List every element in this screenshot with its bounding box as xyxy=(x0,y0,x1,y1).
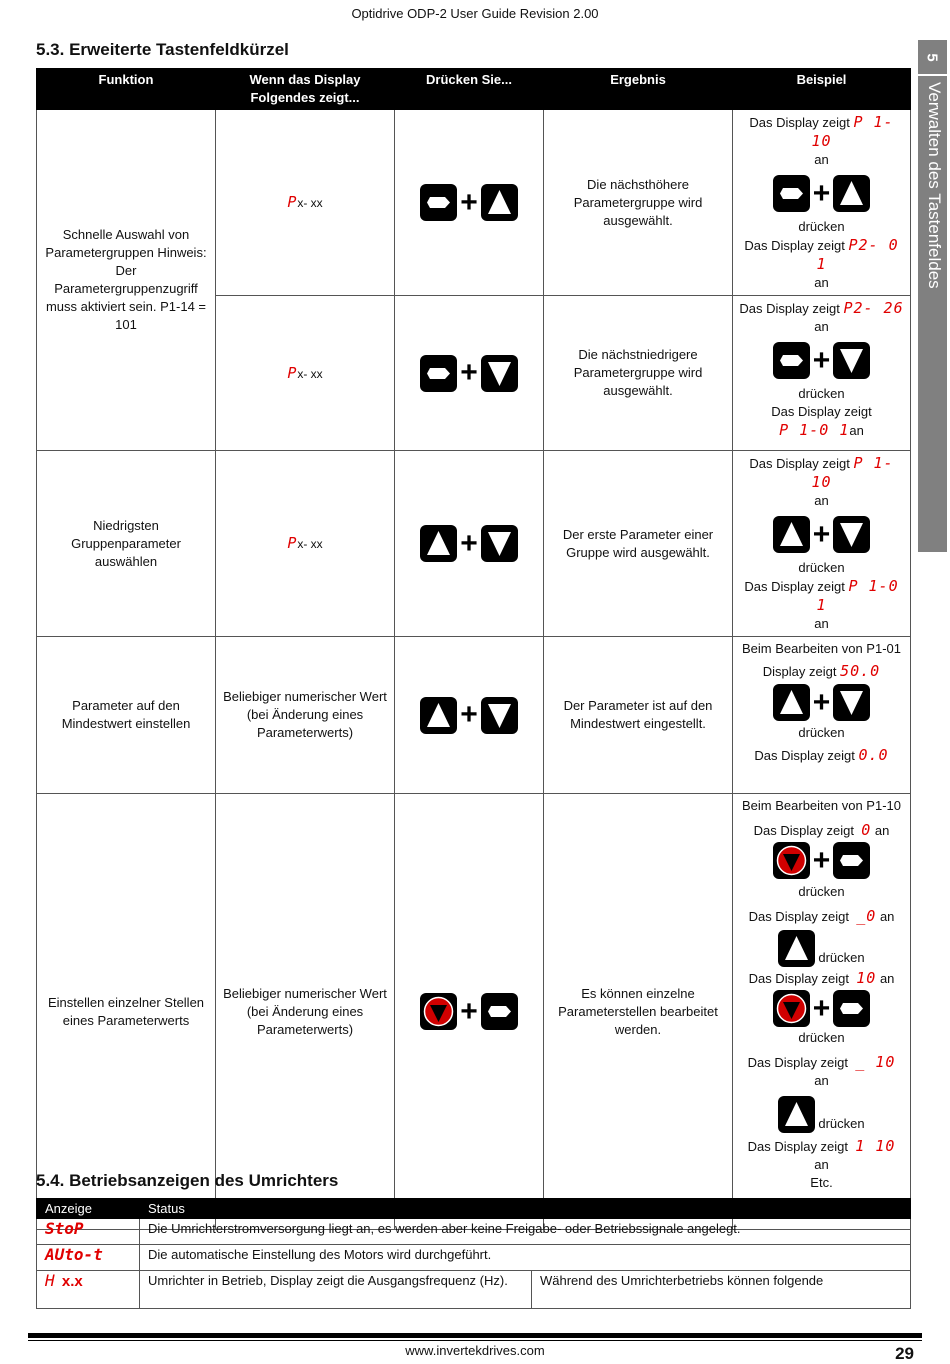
up-arrow-key-icon xyxy=(833,175,870,212)
display-cell: Beliebiger numerischer Wert (bei Änderung eines Parameterwerts) xyxy=(216,637,395,794)
navigate-key-icon xyxy=(481,993,518,1030)
function-cell: Einstellen einzelner Stellen eines Parameterwerts xyxy=(37,794,216,1230)
display-readout: _0 xyxy=(856,907,877,925)
display-readout-value: x.x xyxy=(61,1273,83,1290)
example-cell: Beim Bearbeiten von P1-10 Das Display zeigt 0 an + drücken Das Display zeigt _0 an drücken Das Display zeigt 10 an + drücken Das Display zeigt _ 10 an drücken Das Display zeigt 1 10 an Etc. xyxy=(733,794,911,1230)
press-cell: + xyxy=(395,296,544,451)
down-arrow-key-icon xyxy=(481,355,518,392)
col-header-display: Anzeige xyxy=(37,1199,140,1219)
footer-url: www.invertekdrives.com xyxy=(405,1343,545,1358)
example-cell: Das Display zeigt P 1- 10 an + drücken Das Display zeigt P 1-0 1 an xyxy=(733,451,911,637)
chapter-number: 5 xyxy=(924,52,941,62)
display-readout: P 1-0 1 xyxy=(779,421,850,439)
press-cell: + xyxy=(395,637,544,794)
footer-rule-thin xyxy=(28,1340,922,1341)
display-readout: 50.0 xyxy=(840,662,881,680)
display-readout: P 1-0 1 xyxy=(816,577,899,614)
status-cell: Die Umrichterstromversorgung liegt an, es werden aber keine Freigabe- oder Betriebssignale angelegt. xyxy=(140,1219,911,1245)
chapter-title: Verwalten des Tastenfeldes xyxy=(925,82,944,289)
result-cell: Der Parameter ist auf den Mindestwert eingestellt. xyxy=(544,637,733,794)
navigate-key-icon xyxy=(420,355,457,392)
display-cell: Px- xx xyxy=(216,110,395,296)
down-arrow-key-icon xyxy=(481,525,518,562)
table-row xyxy=(37,1271,911,1309)
up-arrow-key-icon xyxy=(773,684,810,721)
section-title-shortcuts: 5.3. Erweiterte Tastenfeldkürzel xyxy=(36,40,289,59)
display-readout: P2- 0 1 xyxy=(816,236,899,273)
up-arrow-key-icon xyxy=(420,525,457,562)
display-readout: AUto-t xyxy=(45,1245,103,1264)
navigate-key-icon xyxy=(773,342,810,379)
up-arrow-key-icon xyxy=(420,697,457,734)
drive-status-table xyxy=(36,1198,911,1309)
press-cell: + xyxy=(395,451,544,637)
status-cell: Die automatische Einstellung des Motors wird durchgeführt. xyxy=(140,1245,911,1271)
stop-key-icon xyxy=(420,993,457,1030)
display-readout: 1 10 xyxy=(855,1137,896,1155)
display-readout: StoP xyxy=(45,1219,84,1238)
down-arrow-key-icon xyxy=(481,697,518,734)
navigate-key-icon xyxy=(833,842,870,879)
result-cell: Es können einzelne Parameterstellen bearbeitet werden. xyxy=(544,794,733,1230)
result-cell: Die nächsthöhere Parametergruppe wird ausgewählt. xyxy=(544,110,733,296)
down-arrow-key-icon xyxy=(833,342,870,379)
up-arrow-key-icon xyxy=(778,930,815,967)
example-cell: Das Display zeigt P2- 26 an + drücken Das Display zeigt P 1-0 1an xyxy=(733,296,911,451)
table-row xyxy=(37,637,911,794)
navigate-key-icon xyxy=(773,175,810,212)
stop-key-icon xyxy=(773,842,810,879)
up-arrow-key-icon xyxy=(778,1096,815,1133)
example-cell: Beim Bearbeiten von P1-01 Display zeigt 50.0 + drücken Das Display zeigt 0.0 xyxy=(733,637,911,794)
section-title-status: 5.4. Betriebsanzeigen des Umrichters xyxy=(36,1171,339,1190)
display-cell: Px- xx xyxy=(216,451,395,637)
navigate-key-icon xyxy=(833,990,870,1027)
table-row xyxy=(37,451,911,637)
display-readout: 10 xyxy=(856,969,877,987)
table-row xyxy=(37,1245,911,1271)
display-cell: Px- xx xyxy=(216,296,395,451)
function-cell: Niedrigsten Gruppenparameter auswählen xyxy=(37,451,216,637)
status-cell: Während des Umrichterbetriebs können folgende xyxy=(532,1271,911,1309)
up-arrow-key-icon xyxy=(773,516,810,553)
footer-rule xyxy=(28,1333,922,1338)
col-header-example: Beispiel xyxy=(733,69,911,110)
col-header-press: Drücken Sie... xyxy=(395,69,544,110)
function-cell: Schnelle Auswahl von Parametergruppen Hinweis: Der Parametergruppenzugriff muss aktiviert sein. P1-14 = 101 xyxy=(37,110,216,451)
table-row xyxy=(37,110,911,296)
function-cell: Parameter auf den Mindestwert einstellen xyxy=(37,637,216,794)
result-cell: Die nächstniedrigere Parametergruppe wird ausgewählt. xyxy=(544,296,733,451)
col-header-result: Ergebnis xyxy=(544,69,733,110)
press-cell: + xyxy=(395,110,544,296)
table-row xyxy=(37,794,911,1230)
result-cell: Der erste Parameter einer Gruppe wird ausgewählt. xyxy=(544,451,733,637)
col-header-function: Funktion xyxy=(37,69,216,110)
display-cell: Beliebiger numerischer Wert (bei Änderung eines Parameterwerts) xyxy=(216,794,395,1230)
display-readout: 0.0 xyxy=(858,746,889,764)
display-readout: P 1- 10 xyxy=(811,454,894,491)
stop-key-icon xyxy=(773,990,810,1027)
down-arrow-key-icon xyxy=(833,684,870,721)
navigate-key-icon xyxy=(420,184,457,221)
display-readout: H xyxy=(45,1271,55,1290)
chapter-tab xyxy=(918,40,947,552)
display-readout: 0 xyxy=(861,821,872,839)
example-cell: Das Display zeigt P 1- 10 an + drücken Das Display zeigt P2- 0 1 an xyxy=(733,110,911,296)
table-row xyxy=(37,1219,911,1245)
page-number: 29 xyxy=(895,1344,914,1363)
keypad-shortcuts-table xyxy=(36,68,911,1230)
status-cell: Umrichter in Betrieb, Display zeigt die Ausgangsfrequenz (Hz). xyxy=(140,1271,532,1309)
running-header: Optidrive ODP-2 User Guide Revision 2.00 xyxy=(351,6,599,21)
display-readout: P 1- 10 xyxy=(811,113,894,150)
down-arrow-key-icon xyxy=(833,516,870,553)
press-cell: + xyxy=(395,794,544,1230)
display-readout: _ 10 xyxy=(855,1053,896,1071)
up-arrow-key-icon xyxy=(481,184,518,221)
display-readout: P2- 26 xyxy=(843,299,904,317)
col-header-display: Wenn das Display Folgendes zeigt... xyxy=(216,69,395,110)
col-header-status: Status xyxy=(140,1199,911,1219)
